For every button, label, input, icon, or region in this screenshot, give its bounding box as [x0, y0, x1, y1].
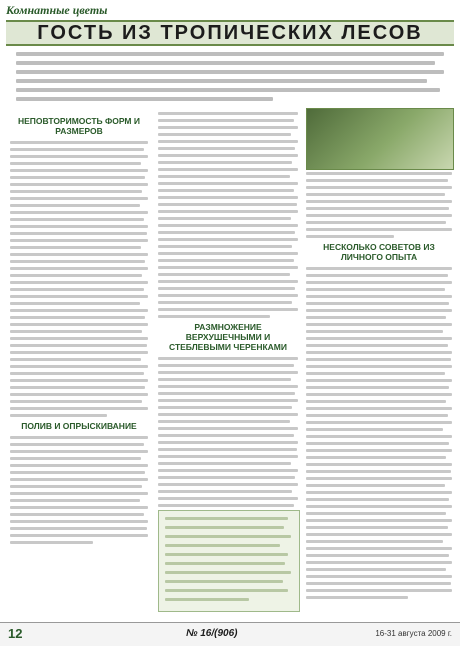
tip-box-placeholder — [158, 510, 300, 612]
body-text-placeholder — [306, 267, 452, 599]
body-text-placeholder — [10, 436, 148, 544]
issue-number: № 16/(906) — [186, 628, 238, 639]
section-heading: ПОЛИВ И ОПРЫСКИВАНИЕ — [21, 421, 137, 431]
column-left — [10, 112, 148, 612]
page-number: 12 — [8, 626, 23, 641]
philodendron-photo — [306, 108, 454, 170]
body-text-placeholder — [158, 112, 298, 318]
page-footer — [0, 622, 460, 646]
rubric-label: Комнатные цветы — [6, 3, 108, 17]
body-text-placeholder — [10, 141, 148, 417]
issue-dates: 16-31 августа 2009 г. — [375, 629, 452, 638]
section-heading: НЕПОВТОРИМОСТЬ ФОРМ И РАЗМЕРОВ — [18, 116, 140, 136]
body-text-placeholder — [306, 172, 452, 238]
column-right — [306, 172, 452, 612]
page-headline: ГОСТЬ ИЗ ТРОПИЧЕСКИХ ЛЕСОВ — [6, 20, 454, 46]
lead-paragraph-placeholder — [16, 52, 444, 104]
section-heading: РАЗМНОЖЕНИЕ ВЕРХУШЕЧНЫМИ И СТЕБЛЕВЫМИ ЧЕРЕНКАМИ — [169, 322, 287, 352]
section-heading: НЕСКОЛЬКО СОВЕТОВ ИЗ ЛИЧНОГО ОПЫТА — [323, 242, 435, 262]
